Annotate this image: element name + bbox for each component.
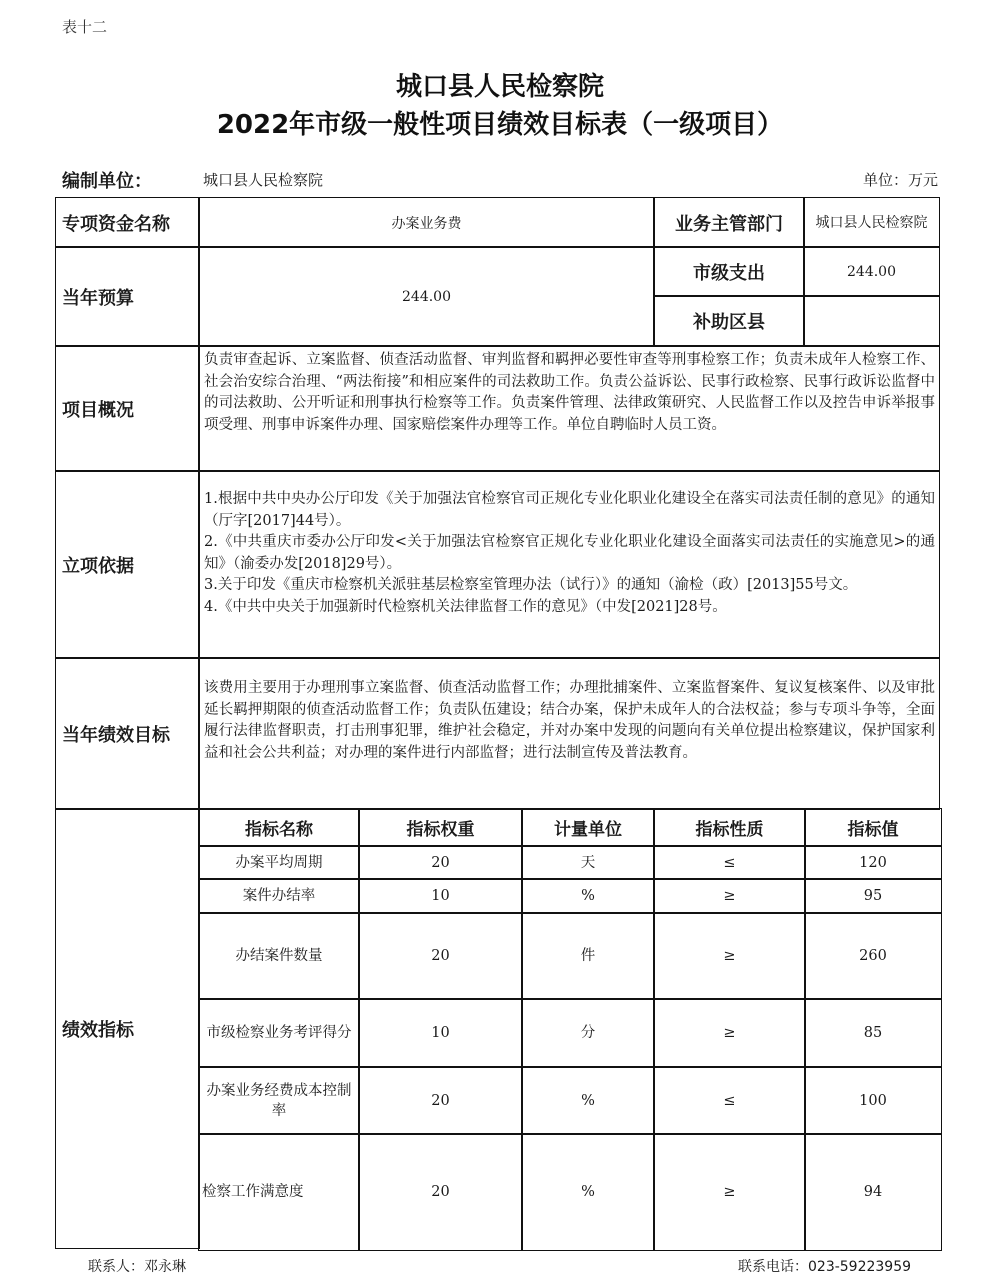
basis-cell bbox=[198, 470, 940, 659]
indicator-header: 指标性质 bbox=[653, 808, 806, 847]
goal-cell bbox=[198, 657, 940, 810]
overview-cell bbox=[198, 345, 940, 472]
indicator-weight: 10 bbox=[358, 998, 523, 1068]
indicator-value: 260 bbox=[804, 912, 942, 1000]
indicator-header: 指标名称 bbox=[198, 808, 360, 847]
basis-item: 3.关于印发《重庆市检察机关派驻基层检察室管理办法（试行）》的通知（渝检（政）[2013]55号文。 bbox=[204, 577, 858, 593]
indicator-name: 办结案件数量 bbox=[198, 912, 360, 1000]
indicator-unit: 分 bbox=[521, 998, 655, 1068]
contact-label: 联系人： bbox=[88, 1259, 144, 1275]
indicator-header: 指标值 bbox=[804, 808, 942, 847]
basis-label: 立项依据 bbox=[55, 470, 200, 659]
budget-value: 244.00 bbox=[198, 246, 655, 347]
indicator-unit: 件 bbox=[521, 912, 655, 1000]
indicator-name: 案件办结率 bbox=[198, 878, 360, 914]
document-title: 2022年市级一般性项目绩效目标表（一级项目） bbox=[216, 110, 784, 140]
indicator-nature: ≥ bbox=[653, 912, 806, 1000]
phone bbox=[738, 1256, 911, 1276]
currency-unit: 单位：万元 bbox=[862, 171, 938, 189]
indicator-unit: % bbox=[521, 878, 655, 914]
phone-label: 联系电话： bbox=[738, 1259, 808, 1275]
basis-item: 1.根据中共中央办公厅印发《关于加强法官检察官司正规化专业化职业化建设全在落实司法责任制的意见》的通知（厅字[2017]44号）。 bbox=[204, 491, 935, 529]
indicator-header: 计量单位 bbox=[521, 808, 655, 847]
indicator-nature: ≤ bbox=[653, 845, 806, 880]
compiler-value: 城口县人民检察院 bbox=[203, 171, 324, 189]
indicator-value: 100 bbox=[804, 1066, 942, 1135]
indicator-unit: % bbox=[521, 1133, 655, 1251]
document-title-org: 城口县人民检察院 bbox=[395, 72, 604, 102]
indicator-name: 检察工作满意度 bbox=[198, 1133, 360, 1251]
indicator-unit: % bbox=[521, 1066, 655, 1135]
indicator-name: 办案平均周期 bbox=[198, 845, 360, 880]
overview-text: 负责审查起诉、立案监督、侦查活动监督、审判监督和羁押必要性审查等刑事检察工作；负责未成年人检察工作、社会治安综合治理、“两法衔接”和相应案件的司法救助工作。负责公益诉讼、民事行政检察、民事行政诉讼监督中的司法救助、公开听证和刑事执行检察等工作。负责案件管理、法律政策研究、人民监督工作以及控告申诉举报事项受理、刑事申诉案件办理、国家赔偿案件办理等工作。单位自聘临时人员工资。 bbox=[204, 352, 935, 433]
indicator-weight: 10 bbox=[358, 878, 523, 914]
city-expense-value: 244.00 bbox=[803, 246, 940, 297]
dept-value: 城口县人民检察院 bbox=[803, 197, 940, 248]
basis-item: 4.《中共中央关于加强新时代检察机关法律监督工作的意见》（中发[2021]28号。 bbox=[204, 598, 727, 615]
fund-name-label: 专项资金名称 bbox=[55, 197, 200, 248]
indicator-nature: ≤ bbox=[653, 1066, 806, 1135]
indicator-weight: 20 bbox=[358, 845, 523, 880]
goal-label: 当年绩效目标 bbox=[55, 657, 200, 810]
table-number-label: 表十二 bbox=[62, 18, 108, 36]
indicator-name: 办案业务经费成本控制率 bbox=[198, 1066, 360, 1135]
compiler-label: 编制单位： bbox=[62, 171, 152, 192]
indicator-weight: 20 bbox=[358, 912, 523, 1000]
indicator-value: 85 bbox=[804, 998, 942, 1068]
phone-value: 023-59223959 bbox=[808, 1259, 912, 1275]
fund-name-value: 办案业务费 bbox=[198, 197, 655, 248]
goal-text: 该费用主要用于办理刑事立案监督、侦查活动监督工作；办理批捕案件、立案监督案件、复议复核案件、以及审批延长羁押期限的侦查活动监督工作；负责队伍建设；结合办案，保护未成年人的合法权益；参与专项斗争等，全面履行法律监督职责，打击刑事犯罪，维护社会稳定，并对办案中发现的问题向有关单位提出检察建议，保护国家利益和社会公共利益；对办理的案件进行内部监督；进行法制宣传及普法教育。 bbox=[204, 680, 935, 761]
indicator-unit: 天 bbox=[521, 845, 655, 880]
county-subsidy-label: 补助区县 bbox=[653, 295, 805, 347]
indicator-weight: 20 bbox=[358, 1133, 523, 1251]
budget-label: 当年预算 bbox=[55, 246, 200, 347]
overview-label: 项目概况 bbox=[55, 345, 200, 472]
indicator-weight: 20 bbox=[358, 1066, 523, 1135]
indicator-nature: ≥ bbox=[653, 1133, 806, 1251]
indicator-nature: ≥ bbox=[653, 878, 806, 914]
indicator-value: 95 bbox=[804, 878, 942, 914]
contact-name: 邓永琳 bbox=[144, 1259, 186, 1275]
dept-label: 业务主管部门 bbox=[653, 197, 805, 248]
indicators-label: 绩效指标 bbox=[55, 808, 200, 1249]
indicator-nature: ≥ bbox=[653, 998, 806, 1068]
indicator-header: 指标权重 bbox=[358, 808, 523, 847]
indicator-name: 市级检察业务考评得分 bbox=[198, 998, 360, 1068]
contact bbox=[88, 1256, 186, 1276]
basis-item: 2.《中共重庆市委办公厅印发<关于加强法官检察官正规化专业化职业化建设全面落实司法责任的实施意见>的通知》（渝委办发[2018]29号）。 bbox=[204, 534, 935, 572]
indicator-value: 94 bbox=[804, 1133, 942, 1251]
city-expense-label: 市级支出 bbox=[653, 246, 805, 297]
indicator-value: 120 bbox=[804, 845, 942, 880]
county-subsidy-value bbox=[803, 295, 940, 347]
